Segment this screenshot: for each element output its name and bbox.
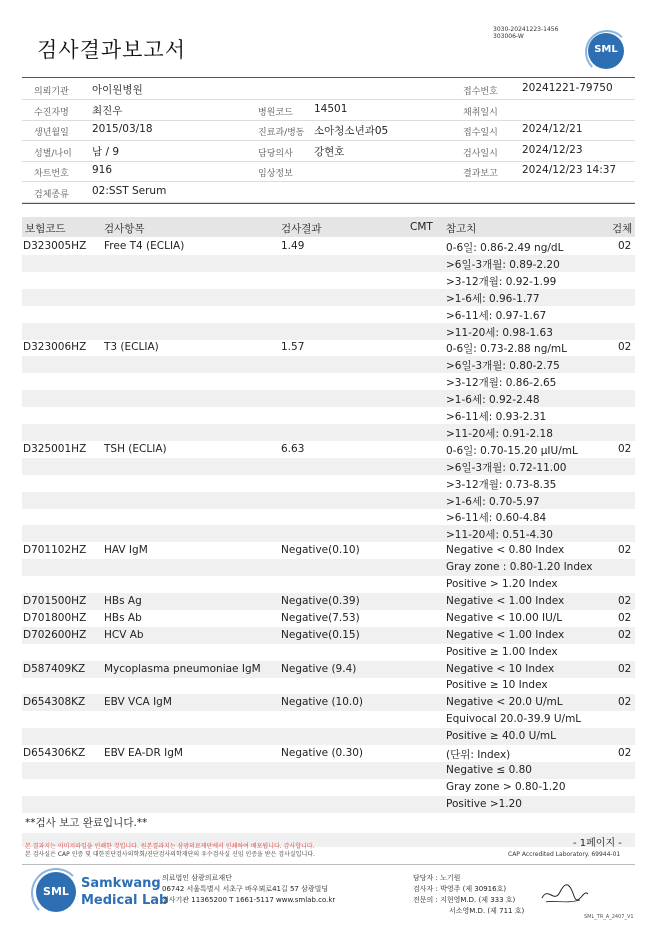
insurance-code: D701800HZ [23, 611, 87, 624]
test-item: HCV Ab [104, 628, 144, 641]
brand-name-line2: Medical Lab [81, 893, 169, 908]
insurance-code: D654308KZ [23, 696, 86, 709]
doctor-label: 담당의사 [258, 148, 293, 159]
test-item: HAV IgM [104, 544, 148, 557]
table-row [22, 644, 635, 661]
page-number: - 1페이지 - [573, 838, 622, 849]
reference-range: >6일-3개월: 0.72-11.00 [446, 461, 567, 474]
table-row [22, 593, 635, 610]
tested-at-value: 2024/12/23 [522, 143, 583, 156]
hospital-code-value: 14501 [314, 102, 348, 115]
lab-name: 의료법인 삼광의료재단 [162, 874, 232, 882]
insurance-code: D323006HZ [23, 341, 87, 354]
test-item: Free T4 (ECLIA) [104, 240, 185, 252]
specimen-code: 02 [618, 696, 632, 709]
reference-range: Negative < 10 Index [446, 662, 555, 675]
test-result: Negative(0.15) [281, 628, 360, 641]
reference-range: >1-6세: 0.96-1.77 [446, 292, 540, 305]
sml-logo-icon [588, 33, 624, 69]
test-item: EBV EA-DR IgM [104, 747, 183, 759]
reference-range: Positive ≥ 1.00 Index [446, 645, 558, 658]
test-item: HBs Ag [104, 594, 142, 607]
specimen-label: 검체종류 [34, 189, 69, 200]
tested-at-label: 검사일시 [463, 148, 498, 159]
logo-text: SML [594, 44, 618, 55]
cap-accreditation: CAP Accredited Laboratory. 69944-01 [508, 851, 621, 858]
received-at-value: 2024/12/21 [522, 123, 583, 135]
reported-at-value: 2024/12/23 14:37 [522, 164, 617, 176]
receipt-no-label: 접수번호 [463, 87, 498, 97]
specimen-code: 02 [618, 628, 632, 641]
reference-range: >11-20세: 0.51-4.30 [446, 529, 553, 542]
reference-range: >11-20세: 0.98-1.63 [446, 326, 553, 339]
col-specimen: 검체 [612, 223, 633, 235]
reference-range: >1-6세: 0.92-2.48 [446, 394, 540, 407]
reference-range: 0-6일: 0.86-2.49 ng/dL [446, 242, 564, 254]
table-row [22, 525, 635, 542]
table-row [22, 627, 635, 644]
specimen-code: 02 [618, 662, 632, 675]
table-row [22, 339, 635, 356]
staff-in-charge: 담당자 : 노기원 [413, 874, 461, 882]
table-row [22, 272, 635, 289]
hospital-code-label: 병원코드 [258, 107, 293, 118]
table-row [22, 610, 635, 627]
sex-age-label: 성별/나이 [34, 148, 72, 159]
reference-range: Negative ≤ 0.80 [446, 763, 532, 776]
header-row [22, 161, 635, 182]
table-row [22, 508, 635, 525]
reference-range: >3-12개월: 0.73-8.35 [446, 478, 557, 491]
reference-range: >6-11세: 0.97-1.67 [446, 309, 547, 322]
reference-range: Positive ≥ 40.0 U/mL [446, 730, 556, 743]
reference-range: >6일-3개월: 0.89-2.20 [446, 258, 560, 271]
institution-label: 의뢰기관 [34, 87, 69, 97]
dept-value: 소아청소년과05 [314, 125, 389, 137]
table-row [22, 289, 635, 306]
test-item: EBV VCA IgM [104, 696, 172, 709]
received-at-label: 접수일시 [463, 128, 498, 138]
table-row [22, 796, 635, 813]
form-code: SML_TR_A_2407_V1 [584, 914, 634, 920]
test-result: Negative(0.10) [281, 544, 360, 557]
test-item: HBs Ab [104, 611, 142, 624]
test-result: Negative (10.0) [281, 696, 364, 709]
report-code-line1: 3030-20241223-1456 [493, 26, 559, 33]
insurance-code: D654306KZ [23, 747, 86, 759]
reference-range: 0-6일: 0.70-15.20 µIU/mL [446, 444, 578, 457]
col-code: 보험코드 [25, 223, 66, 235]
reference-range: 0-6일: 0.73-2.88 ng/mL [446, 343, 567, 356]
insurance-code: D325001HZ [23, 442, 87, 455]
report-title: 검사결과보고서 [37, 38, 187, 62]
chart-no-label: 차트번호 [34, 169, 69, 179]
header-row [22, 141, 635, 162]
staff-specialist-2: 서소영M.D. (제 711 호) [449, 907, 525, 915]
table-row [22, 407, 635, 424]
reference-range: >6-11세: 0.60-4.84 [446, 512, 547, 525]
header-row [22, 79, 635, 100]
table-row [22, 728, 635, 745]
insurance-code: D701102HZ [23, 544, 87, 557]
col-item: 검사항목 [104, 223, 145, 235]
test-result: Negative(7.53) [281, 611, 360, 624]
header-row [22, 120, 635, 141]
sml-footer-logo-icon [36, 872, 76, 912]
specimen-code: 02 [618, 594, 632, 607]
reference-range: >1-6세: 0.70-5.97 [446, 495, 540, 508]
table-row [22, 745, 635, 762]
reference-range: >3-12개월: 0.92-1.99 [446, 275, 557, 288]
header-divider [22, 77, 635, 78]
results-table-header [22, 217, 635, 237]
lab-contact: 검사기관 11365200 T 1661-5117 www.smlab.co.kr [162, 896, 336, 904]
receipt-no-value: 20241221-79750 [522, 82, 613, 94]
table-row [22, 356, 635, 373]
table-row [22, 323, 635, 340]
specimen-code: 02 [618, 240, 632, 252]
table-row [22, 492, 635, 509]
table-row [22, 576, 635, 593]
clinical-label: 임상정보 [258, 169, 293, 179]
test-result: 6.63 [281, 442, 305, 455]
brand-name-line1: Samkwang [81, 876, 161, 891]
reference-range: Positive ≥ 10 Index [446, 679, 548, 692]
report-code-line2: 303006-W [493, 33, 524, 40]
staff-specialist-1: 전문의 : 지현영M.D. (제 333 호) [413, 896, 516, 904]
dept-label: 진료과/병동 [258, 128, 305, 138]
table-row [22, 779, 635, 796]
reference-range: >11-20세: 0.91-2.18 [446, 427, 553, 440]
header-divider-bottom [22, 203, 635, 204]
footer-logo-text: SML [43, 885, 69, 898]
test-item: Mycoplasma pneumoniae IgM [104, 662, 261, 675]
patient-name-value: 최진우 [92, 104, 123, 117]
specimen-value: 02:SST Serum [92, 184, 167, 197]
test-result: Negative (9.4) [281, 662, 357, 675]
reference-range: Gray zone : 0.80-1.20 Index [446, 561, 593, 574]
insurance-code: D701500HZ [23, 594, 87, 607]
specimen-code: 02 [618, 544, 632, 557]
chart-ward-label: 채취일시 [463, 107, 498, 118]
patient-name-label: 수진자명 [34, 107, 69, 118]
table-row [22, 661, 635, 678]
table-row [22, 762, 635, 779]
col-result: 검사결과 [281, 223, 322, 235]
header-row [22, 100, 635, 121]
birth-value: 2015/03/18 [92, 123, 153, 135]
table-row [22, 475, 635, 492]
reference-range: Negative < 10.00 IU/L [446, 611, 563, 624]
reference-range: >6-11세: 0.93-2.31 [446, 411, 547, 423]
signature-icon [540, 880, 590, 908]
test-result: 1.57 [281, 341, 305, 354]
institution-value: 아이원병원 [92, 84, 143, 96]
table-row [22, 458, 635, 475]
report-complete: **검사 보고 완료입니다.** [25, 817, 148, 829]
table-row [22, 711, 635, 728]
chart-no-value: 916 [92, 164, 113, 176]
footer-divider [22, 864, 635, 865]
table-row [22, 390, 635, 407]
reference-range: Equivocal 20.0-39.9 U/mL [446, 713, 582, 726]
reference-range: Negative < 1.00 Index [446, 594, 565, 607]
reference-range: >6일-3개월: 0.80-2.75 [446, 360, 560, 373]
header-row [22, 182, 635, 203]
table-row [22, 677, 635, 694]
reference-range: Gray zone > 0.80-1.20 [446, 780, 566, 793]
test-item: T3 (ECLIA) [104, 341, 159, 354]
staff-tester: 검사자 : 박영주 (제 30916호) [413, 885, 507, 893]
report-code [493, 26, 558, 40]
table-row [22, 559, 635, 576]
test-result: Negative(0.39) [281, 594, 360, 607]
reported-at-label: 결과보고 [463, 169, 498, 179]
reference-range: Positive > 1.20 Index [446, 578, 558, 590]
insurance-code: D323005HZ [23, 240, 87, 252]
test-result: 1.49 [281, 240, 305, 252]
test-result: Negative (0.30) [281, 747, 364, 759]
note-accreditation: 본 검사실은 CAP 인증 및 대한진단검사의학회/진단검사의학재단의 우수검사실 신임 인증을 받은 검사실입니다. [25, 851, 315, 858]
reference-range: Negative < 0.80 Index [446, 544, 565, 557]
reference-range: (단위: Index) [446, 749, 511, 761]
sex-age-value: 남 / 9 [92, 145, 120, 158]
table-row [22, 255, 635, 272]
col-reference: 참고치 [446, 223, 477, 235]
table-row [22, 238, 635, 255]
reference-range: Positive >1.20 [446, 797, 522, 810]
table-row [22, 694, 635, 711]
specimen-code: 02 [618, 442, 632, 455]
insurance-code: D702600HZ [23, 628, 87, 641]
reference-range: Negative < 20.0 U/mL [446, 696, 563, 709]
table-row [22, 441, 635, 458]
specimen-code: 02 [618, 611, 632, 624]
insurance-code: D587409KZ [23, 662, 86, 675]
table-row [22, 373, 635, 390]
col-cmt: CMT [410, 221, 433, 233]
reference-range: Negative < 1.00 Index [446, 628, 565, 641]
birth-label: 생년월일 [34, 128, 69, 138]
lab-address: 06742 서울특별시 서초구 바우뫼로41길 57 삼광빌딩 [162, 885, 329, 893]
specimen-code: 02 [618, 747, 632, 759]
table-row [22, 424, 635, 441]
table-row [22, 306, 635, 323]
doctor-value: 강현호 [314, 145, 345, 158]
test-item: TSH (ECLIA) [104, 442, 167, 455]
reference-range: >3-12개월: 0.86-2.65 [446, 377, 557, 390]
note-image-copy: 본 결과지는 이미지파일을 인쇄한 것입니다. 원본결과지는 삼광의료재단에서 인쇄하여 배포됩니다. 감사합니다. [25, 843, 315, 850]
specimen-code: 02 [618, 341, 632, 354]
table-row [22, 542, 635, 559]
